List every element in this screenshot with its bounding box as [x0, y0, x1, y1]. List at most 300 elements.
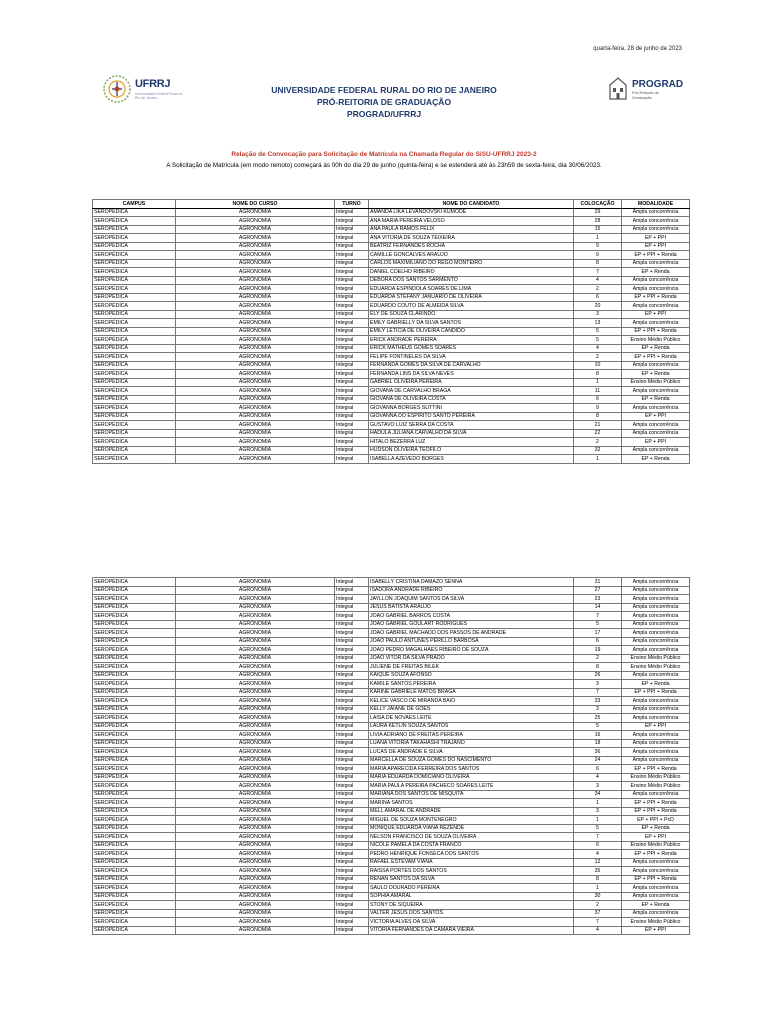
- cell-rank: 7: [574, 833, 622, 842]
- cell-campus: SEROPÉDICA: [93, 909, 176, 918]
- cell-candidate: EMILY GABRIELLY DA SILVA SANTOS: [369, 319, 574, 328]
- cell-campus: SEROPÉDICA: [93, 404, 176, 413]
- cell-modality: EP + PPI: [622, 242, 690, 251]
- cell-modality: EP + PPI + Renda: [622, 353, 690, 362]
- cell-rank: 27: [574, 586, 622, 595]
- cell-campus: SEROPÉDICA: [93, 276, 176, 285]
- cell-rank: 2: [574, 285, 622, 294]
- cell-modality: Ensino Médio Público: [622, 336, 690, 345]
- cell-shift: Integral: [335, 595, 369, 604]
- cell-modality: Ampla concorrência: [622, 697, 690, 706]
- cell-rank: 4: [574, 773, 622, 782]
- cell-rank: 2: [574, 353, 622, 362]
- cell-shift: Integral: [335, 816, 369, 825]
- cell-shift: Integral: [335, 268, 369, 277]
- cell-rank: 6: [574, 841, 622, 850]
- header-modality: MODALIDADE: [622, 200, 690, 209]
- table-row: [93, 807, 690, 816]
- cell-course: AGRONOMIA: [176, 310, 335, 319]
- cell-campus: SEROPÉDICA: [93, 361, 176, 370]
- cell-shift: Integral: [335, 578, 369, 587]
- cell-course: AGRONOMIA: [176, 603, 335, 612]
- table-row: [93, 302, 690, 311]
- prograd-logo-subtext: Pró-Reitoria de Graduação: [632, 90, 659, 100]
- cell-modality: Ampla concorrência: [622, 884, 690, 893]
- cell-candidate: EMILY LETICIA DE OLIVEIRA CANDIDO: [369, 327, 574, 336]
- cell-candidate: MARIA PAULA PEREIRA PACHECO SOARES LEITE: [369, 782, 574, 791]
- cell-shift: Integral: [335, 918, 369, 927]
- cell-campus: SEROPÉDICA: [93, 654, 176, 663]
- prorectory-name: PRÓ-REITORIA DE GRADUAÇÃO: [316, 97, 452, 107]
- cell-modality: Ampla concorrência: [622, 858, 690, 867]
- candidates-table-1: [92, 199, 690, 464]
- cell-candidate: ERICK MATHEUS GOMES SOARES: [369, 344, 574, 353]
- cell-shift: Integral: [335, 697, 369, 706]
- cell-modality: Ampla concorrência: [622, 909, 690, 918]
- table-row: [93, 629, 690, 638]
- table-row: [93, 824, 690, 833]
- cell-campus: SEROPÉDICA: [93, 225, 176, 234]
- table-row: [93, 875, 690, 884]
- cell-candidate: ELY DE SOUZA CLARINDO: [369, 310, 574, 319]
- cell-campus: SEROPÉDICA: [93, 421, 176, 430]
- cell-modality: EP + PPI: [622, 310, 690, 319]
- cell-campus: SEROPÉDICA: [93, 884, 176, 893]
- cell-course: AGRONOMIA: [176, 302, 335, 311]
- cell-rank: 15: [574, 225, 622, 234]
- cell-course: AGRONOMIA: [176, 680, 335, 689]
- cell-shift: Integral: [335, 663, 369, 672]
- cell-campus: SEROPÉDICA: [93, 595, 176, 604]
- cell-rank: 4: [574, 344, 622, 353]
- cell-shift: Integral: [335, 629, 369, 638]
- cell-campus: SEROPÉDICA: [93, 429, 176, 438]
- cell-shift: Integral: [335, 807, 369, 816]
- cell-candidate: CARLOS MAXIMILIANO DO REGO MONTEIRO: [369, 259, 574, 268]
- table-row: [93, 421, 690, 430]
- cell-course: AGRONOMIA: [176, 251, 335, 260]
- table-row: [93, 387, 690, 396]
- cell-modality: Ampla concorrência: [622, 756, 690, 765]
- cell-modality: EP + PPI: [622, 234, 690, 243]
- unit-name: PROGRAD/UFRRJ: [346, 109, 422, 119]
- cell-candidate: STONY DE SIQUEIRA: [369, 901, 574, 910]
- cell-rank: 30: [574, 892, 622, 901]
- table-row: [93, 438, 690, 447]
- cell-candidate: EDUARDA STEFANY JANUARIO DE OLIVEIRA: [369, 293, 574, 302]
- cell-campus: SEROPÉDICA: [93, 722, 176, 731]
- cell-course: AGRONOMIA: [176, 336, 335, 345]
- cell-shift: Integral: [335, 234, 369, 243]
- table-row: [93, 586, 690, 595]
- cell-candidate: ANA MARIA PEREIRA VELOSO: [369, 217, 574, 226]
- cell-course: AGRONOMIA: [176, 901, 335, 910]
- cell-course: AGRONOMIA: [176, 429, 335, 438]
- cell-course: AGRONOMIA: [176, 629, 335, 638]
- cell-shift: Integral: [335, 841, 369, 850]
- cell-rank: 6: [574, 395, 622, 404]
- table-row: [93, 705, 690, 714]
- table-row: [93, 654, 690, 663]
- cell-rank: 9: [574, 404, 622, 413]
- table-row: [93, 429, 690, 438]
- table-row: [93, 884, 690, 893]
- table-row: [93, 799, 690, 808]
- cell-rank: 29: [574, 208, 622, 217]
- table-row: [93, 782, 690, 791]
- cell-candidate: JOAO GABRIEL GOULART RODRIGUES: [369, 620, 574, 629]
- cell-campus: SEROPÉDICA: [93, 578, 176, 587]
- cell-rank: 8: [574, 370, 622, 379]
- cell-rank: 7: [574, 918, 622, 927]
- cell-course: AGRONOMIA: [176, 918, 335, 927]
- table-row: [93, 353, 690, 362]
- table-row: [93, 765, 690, 774]
- header-candidate: NOME DO CANDIDATO: [369, 200, 574, 209]
- cell-candidate: CAMILLE GONCALVES ARAUJO: [369, 251, 574, 260]
- ufrrj-logo-text: UFRRJ: [135, 78, 171, 90]
- table-row: [93, 926, 690, 935]
- table-row: [93, 378, 690, 387]
- table-row: [93, 455, 690, 464]
- table-row: [93, 620, 690, 629]
- cell-candidate: JOAO PEDRO MAGALHAES RIBEIRO DE SOUZA: [369, 646, 574, 655]
- cell-modality: EP + PPI + Renda: [622, 850, 690, 859]
- cell-campus: SEROPÉDICA: [93, 387, 176, 396]
- cell-candidate: GIOVANA DE CARVALHO BRAGA: [369, 387, 574, 396]
- cell-modality: Ampla concorrência: [622, 595, 690, 604]
- cell-modality: EP + PPI + Renda: [622, 327, 690, 336]
- table-row: [93, 259, 690, 268]
- cell-campus: SEROPÉDICA: [93, 824, 176, 833]
- table-row: [93, 714, 690, 723]
- cell-campus: SEROPÉDICA: [93, 841, 176, 850]
- table-row: [93, 208, 690, 217]
- cell-modality: Ampla concorrência: [622, 671, 690, 680]
- cell-rank: 8: [574, 259, 622, 268]
- cell-shift: Integral: [335, 217, 369, 226]
- table-row: [93, 446, 690, 455]
- table-row: [93, 671, 690, 680]
- cell-shift: Integral: [335, 612, 369, 621]
- cell-campus: SEROPÉDICA: [93, 799, 176, 808]
- cell-rank: 16: [574, 731, 622, 740]
- cell-campus: SEROPÉDICA: [93, 773, 176, 782]
- cell-shift: Integral: [335, 225, 369, 234]
- cell-modality: EP + Renda: [622, 455, 690, 464]
- cell-campus: SEROPÉDICA: [93, 875, 176, 884]
- cell-shift: Integral: [335, 884, 369, 893]
- cell-shift: Integral: [335, 790, 369, 799]
- cell-modality: Ensino Médio Público: [622, 918, 690, 927]
- cell-course: AGRONOMIA: [176, 378, 335, 387]
- table-row: [93, 268, 690, 277]
- cell-rank: 7: [574, 612, 622, 621]
- cell-campus: SEROPÉDICA: [93, 217, 176, 226]
- cell-campus: SEROPÉDICA: [93, 756, 176, 765]
- cell-modality: Ampla concorrência: [622, 892, 690, 901]
- cell-shift: Integral: [335, 259, 369, 268]
- table-row: [93, 578, 690, 587]
- cell-modality: Ampla concorrência: [622, 319, 690, 328]
- cell-modality: Ampla concorrência: [622, 259, 690, 268]
- cell-candidate: VICTORIA ALVES DA SILVA: [369, 918, 574, 927]
- cell-campus: SEROPÉDICA: [93, 680, 176, 689]
- cell-rank: 32: [574, 446, 622, 455]
- cell-campus: SEROPÉDICA: [93, 688, 176, 697]
- cell-modality: Ampla concorrência: [622, 217, 690, 226]
- cell-modality: Ampla concorrência: [622, 714, 690, 723]
- table-row: [93, 612, 690, 621]
- cell-modality: Ampla concorrência: [622, 361, 690, 370]
- cell-campus: SEROPÉDICA: [93, 807, 176, 816]
- cell-course: AGRONOMIA: [176, 875, 335, 884]
- cell-shift: Integral: [335, 586, 369, 595]
- cell-campus: SEROPÉDICA: [93, 782, 176, 791]
- cell-candidate: MARIA EDUARDA DOMICIANO OLIVEIRA: [369, 773, 574, 782]
- cell-rank: 5: [574, 336, 622, 345]
- cell-course: AGRONOMIA: [176, 404, 335, 413]
- cell-rank: 6: [574, 637, 622, 646]
- cell-course: AGRONOMIA: [176, 586, 335, 595]
- cell-shift: Integral: [335, 412, 369, 421]
- cell-shift: Integral: [335, 714, 369, 723]
- cell-campus: SEROPÉDICA: [93, 671, 176, 680]
- cell-campus: SEROPÉDICA: [93, 926, 176, 935]
- cell-shift: Integral: [335, 378, 369, 387]
- table-row: [93, 833, 690, 842]
- cell-campus: SEROPÉDICA: [93, 336, 176, 345]
- cell-candidate: FERNANDA GOMES DA SILVA DE CARVALHO: [369, 361, 574, 370]
- header-course: NOME DO CURSO: [176, 200, 335, 209]
- cell-candidate: NELSON FRANCISCO DE SOUZA OLIVEIRA: [369, 833, 574, 842]
- cell-candidate: ISABELLY CRISTINA DAMAZO SENNA: [369, 578, 574, 587]
- cell-rank: 10: [574, 361, 622, 370]
- table-row: [93, 225, 690, 234]
- cell-modality: Ampla concorrência: [622, 790, 690, 799]
- table-row: [93, 867, 690, 876]
- table-row: [93, 688, 690, 697]
- cell-campus: SEROPÉDICA: [93, 446, 176, 455]
- cell-candidate: VITORIA FERNANDES DA CAMARA VIEIRA: [369, 926, 574, 935]
- cell-candidate: HADULA JULIANA CARVALHO DA SILVA: [369, 429, 574, 438]
- cell-course: AGRONOMIA: [176, 361, 335, 370]
- cell-campus: SEROPÉDICA: [93, 739, 176, 748]
- cell-candidate: DANIEL COELHO RIBEIRO: [369, 268, 574, 277]
- cell-candidate: GIOVANNA DO ESPIRITO SANTO PEREIRA: [369, 412, 574, 421]
- cell-course: AGRONOMIA: [176, 688, 335, 697]
- cell-shift: Integral: [335, 285, 369, 294]
- cell-course: AGRONOMIA: [176, 833, 335, 842]
- header-rank: COLOCAÇÃO: [574, 200, 622, 209]
- cell-rank: 14: [574, 603, 622, 612]
- cell-course: AGRONOMIA: [176, 739, 335, 748]
- cell-course: AGRONOMIA: [176, 714, 335, 723]
- cell-candidate: ANA PAULA RAMOS FELIX: [369, 225, 574, 234]
- cell-modality: EP + PPI + Renda: [622, 807, 690, 816]
- cell-course: AGRONOMIA: [176, 654, 335, 663]
- cell-course: AGRONOMIA: [176, 782, 335, 791]
- cell-rank: 8: [574, 412, 622, 421]
- cell-campus: SEROPÉDICA: [93, 455, 176, 464]
- cell-shift: Integral: [335, 824, 369, 833]
- table-row: [93, 850, 690, 859]
- cell-candidate: ANA VITORIA DE SOUZA TEIXEIRA: [369, 234, 574, 243]
- table-row: [93, 370, 690, 379]
- cell-course: AGRONOMIA: [176, 612, 335, 621]
- cell-course: AGRONOMIA: [176, 756, 335, 765]
- cell-shift: Integral: [335, 850, 369, 859]
- cell-modality: EP + Renda: [622, 268, 690, 277]
- cell-shift: Integral: [335, 901, 369, 910]
- cell-course: AGRONOMIA: [176, 438, 335, 447]
- table-row: [93, 293, 690, 302]
- cell-rank: 17: [574, 629, 622, 638]
- cell-candidate: HUDSON OLIVEIRA TEOFILO: [369, 446, 574, 455]
- table-row: [93, 680, 690, 689]
- cell-course: AGRONOMIA: [176, 285, 335, 294]
- cell-shift: Integral: [335, 302, 369, 311]
- table-row: [93, 336, 690, 345]
- cell-campus: SEROPÉDICA: [93, 858, 176, 867]
- cell-shift: Integral: [335, 892, 369, 901]
- table-row: [93, 242, 690, 251]
- cell-modality: EP + PPI: [622, 833, 690, 842]
- cell-shift: Integral: [335, 833, 369, 842]
- cell-course: AGRONOMIA: [176, 319, 335, 328]
- cell-modality: Ampla concorrência: [622, 225, 690, 234]
- cell-course: AGRONOMIA: [176, 850, 335, 859]
- table-row: [93, 319, 690, 328]
- cell-shift: Integral: [335, 361, 369, 370]
- cell-campus: SEROPÉDICA: [93, 918, 176, 927]
- cell-candidate: GIOVANA DE OLIVEIRA COSTA: [369, 395, 574, 404]
- cell-candidate: KAMILE SANTOS PEREIRA: [369, 680, 574, 689]
- cell-candidate: RAISSA PORTES DOS SANTOS: [369, 867, 574, 876]
- cell-modality: Ampla concorrência: [622, 705, 690, 714]
- cell-campus: SEROPÉDICA: [93, 892, 176, 901]
- cell-shift: Integral: [335, 620, 369, 629]
- cell-rank: 3: [574, 807, 622, 816]
- cell-candidate: RAFAEL ESTEVAM VIANA: [369, 858, 574, 867]
- table-row: [93, 748, 690, 757]
- cell-rank: 3: [574, 782, 622, 791]
- table-row: [93, 344, 690, 353]
- cell-campus: SEROPÉDICA: [93, 438, 176, 447]
- cell-modality: EP + PPI + Renda: [622, 688, 690, 697]
- cell-candidate: NICOLE PAMELA DA COSTA FRANCO: [369, 841, 574, 850]
- table-row: [93, 901, 690, 910]
- cell-shift: Integral: [335, 909, 369, 918]
- cell-campus: SEROPÉDICA: [93, 705, 176, 714]
- cell-course: AGRONOMIA: [176, 595, 335, 604]
- cell-shift: Integral: [335, 276, 369, 285]
- cell-shift: Integral: [335, 208, 369, 217]
- cell-candidate: ERICK ANDRADE PEREIRA: [369, 336, 574, 345]
- cell-candidate: MIGUEL DE SOUZA MONTENEGRO: [369, 816, 574, 825]
- cell-candidate: MARIA APARECIDA FERREIRA DOS SANTOS: [369, 765, 574, 774]
- table-row: [93, 739, 690, 748]
- cell-campus: SEROPÉDICA: [93, 208, 176, 217]
- table-row: [93, 756, 690, 765]
- cell-candidate: LUANA VITORIA TAKAHASHI TRAJANO: [369, 739, 574, 748]
- cell-candidate: KELLY JAIANE DE GOES: [369, 705, 574, 714]
- cell-shift: Integral: [335, 455, 369, 464]
- cell-modality: Ampla concorrência: [622, 739, 690, 748]
- cell-course: AGRONOMIA: [176, 455, 335, 464]
- cell-shift: Integral: [335, 748, 369, 757]
- cell-rank: 26: [574, 671, 622, 680]
- cell-shift: Integral: [335, 688, 369, 697]
- table-row: [93, 663, 690, 672]
- cell-shift: Integral: [335, 438, 369, 447]
- cell-rank: 1: [574, 455, 622, 464]
- cell-campus: SEROPÉDICA: [93, 353, 176, 362]
- cell-rank: 36: [574, 748, 622, 757]
- cell-rank: 35: [574, 867, 622, 876]
- cell-course: AGRONOMIA: [176, 276, 335, 285]
- cell-campus: SEROPÉDICA: [93, 344, 176, 353]
- cell-shift: Integral: [335, 765, 369, 774]
- cell-shift: Integral: [335, 293, 369, 302]
- cell-candidate: MARIANA DOS SANTOS DE MISQUITA: [369, 790, 574, 799]
- cell-modality: Ampla concorrência: [622, 421, 690, 430]
- cell-course: AGRONOMIA: [176, 344, 335, 353]
- cell-shift: Integral: [335, 421, 369, 430]
- cell-rank: 6: [574, 765, 622, 774]
- cell-campus: SEROPÉDICA: [93, 867, 176, 876]
- cell-rank: 34: [574, 790, 622, 799]
- cell-course: AGRONOMIA: [176, 884, 335, 893]
- cell-rank: 18: [574, 739, 622, 748]
- cell-candidate: LAURA KETLIN SOUZA SANTOS: [369, 722, 574, 731]
- table-row: [93, 251, 690, 260]
- cell-rank: 7: [574, 268, 622, 277]
- cell-candidate: JOAO PAULO ANTUNES PERILLO BARBOSA: [369, 637, 574, 646]
- cell-candidate: DEBORA DOS SANTOS SARMENTO: [369, 276, 574, 285]
- cell-shift: Integral: [335, 370, 369, 379]
- cell-rank: 13: [574, 319, 622, 328]
- cell-modality: Ampla concorrência: [622, 429, 690, 438]
- cell-shift: Integral: [335, 875, 369, 884]
- cell-shift: Integral: [335, 773, 369, 782]
- cell-candidate: KAIQUE SOUZA AFONSO: [369, 671, 574, 680]
- cell-course: AGRONOMIA: [176, 722, 335, 731]
- table-row: [93, 918, 690, 927]
- cell-shift: Integral: [335, 637, 369, 646]
- cell-modality: Ensino Médio Público: [622, 663, 690, 672]
- cell-shift: Integral: [335, 680, 369, 689]
- cell-modality: EP + Renda: [622, 370, 690, 379]
- cell-campus: SEROPÉDICA: [93, 620, 176, 629]
- cell-course: AGRONOMIA: [176, 353, 335, 362]
- document-date: quarta-feira, 28 de junho de 2023: [593, 46, 682, 52]
- cell-candidate: JESUS BATISTA ARAUJO: [369, 603, 574, 612]
- cell-rank: 5: [574, 620, 622, 629]
- cell-modality: Ampla concorrência: [622, 578, 690, 587]
- cell-candidate: VALTER JESUS DOS SANTOS: [369, 909, 574, 918]
- cell-modality: EP + Renda: [622, 901, 690, 910]
- cell-candidate: FERNANDA LINS DA SILVA NEVES: [369, 370, 574, 379]
- cell-modality: EP + Renda: [622, 344, 690, 353]
- cell-shift: Integral: [335, 344, 369, 353]
- cell-modality: EP + Renda: [622, 680, 690, 689]
- cell-rank: 6: [574, 293, 622, 302]
- cell-rank: 19: [574, 646, 622, 655]
- cell-course: AGRONOMIA: [176, 242, 335, 251]
- table-row: [93, 217, 690, 226]
- cell-shift: Integral: [335, 327, 369, 336]
